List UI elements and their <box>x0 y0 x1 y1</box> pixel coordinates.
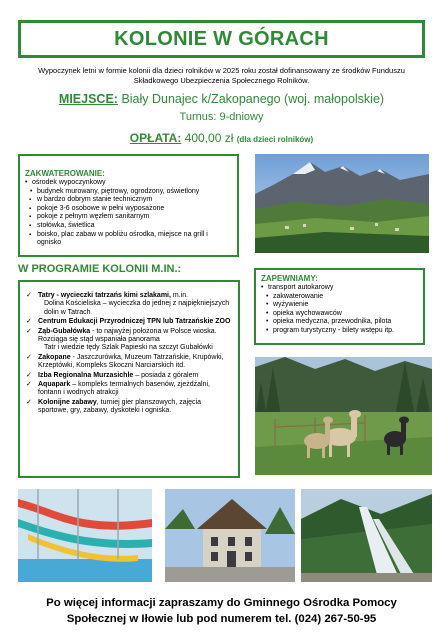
ski-jump-illustration <box>301 489 432 582</box>
check-icon: ✓ <box>26 327 32 335</box>
museum-photo <box>165 489 295 582</box>
list-item: • ośrodek wypoczynkowy <box>25 179 233 188</box>
program-item-title: Kolonijne zabawy <box>38 398 97 406</box>
program-item-text: m.in. <box>170 292 189 299</box>
list-item: • transport autokarowy <box>261 284 418 293</box>
alpaca-photo <box>255 357 432 475</box>
program-item <box>26 318 232 326</box>
accommodation-box <box>18 154 239 257</box>
footer-line-1: Po więcej informacji zapraszamy do Gminnego Ośrodka Pomocy <box>46 597 397 609</box>
turnus-line: Turnus: 9-dniowy <box>179 111 264 123</box>
price-note: (dla dzieci rolników) <box>236 135 314 144</box>
aquapark-illustration <box>18 489 152 582</box>
program-item <box>26 328 232 353</box>
price-value: 400,00 zł <box>184 131 234 145</box>
mountain-illustration <box>255 154 429 253</box>
list-item: ▪ w bardzo dobrym stanie technicznym <box>25 196 233 205</box>
list-item: • zakwaterowanie <box>261 293 418 302</box>
accommodation-heading: ZAKWATEROWANIE: <box>25 169 105 178</box>
program-item-desc: Tatr i wiedzie tędy Szlak Papieski na szczyt Gubałówki <box>44 344 213 352</box>
check-icon: ✓ <box>26 398 32 406</box>
program-item <box>26 381 232 398</box>
program-item <box>26 292 232 317</box>
list-item: ▪ pokoje 3-6 osobowe w pełni wyposażone <box>25 205 233 214</box>
location-line <box>0 92 443 106</box>
program-item <box>26 354 232 371</box>
footer-contact <box>0 595 443 627</box>
list-item: • opieka wychowawców <box>261 310 418 319</box>
program-item-title: Aquapark <box>38 381 71 389</box>
location-value: Biały Dunajec k/Zakopanego (woj. małopolskie) <box>121 92 385 106</box>
list-item: • program turystyczny - bilety wstępu itp. <box>261 327 418 336</box>
provided-heading: ZAPEWNIAMY: <box>261 274 318 283</box>
program-item-text: – posiada z góralem <box>133 371 199 379</box>
check-icon: ✓ <box>26 371 32 379</box>
check-icon: ✓ <box>26 381 32 389</box>
list-item: • opieka medyczna, przewodnika, pilota <box>261 318 418 327</box>
museum-illustration <box>165 489 295 582</box>
footer-line-2: Społecznej w Iłowie lub pod numerem tel. (024) 267-50-95 <box>66 613 377 625</box>
aquapark-photo <box>18 489 152 582</box>
alpaca-illustration <box>255 357 432 475</box>
program-item-text: – kompleks termalnych basenów, zjeżdżalni, fontann i wodnych atrakcji <box>38 381 210 397</box>
list-item: ▪ boisko, plac zabaw w pobliżu ośrodka, miejsce na grill i ognisko <box>25 231 233 248</box>
price-line <box>0 131 443 145</box>
program-item <box>26 372 232 380</box>
list-item: ▪ stołówka, świetlica <box>25 222 233 231</box>
program-heading: W PROGRAMIE KOLONII M.IN.: <box>18 263 182 275</box>
check-icon: ✓ <box>26 292 32 299</box>
program-item-title: Ząb-Gubałówka <box>38 327 91 335</box>
program-item-desc: Dolina Kościeliska – wycieczka do jednej z najpiękniejszych dolin w Tatrach <box>44 300 230 316</box>
mountain-photo <box>255 154 429 253</box>
list-item: • wyżywienie <box>261 301 418 310</box>
program-box <box>18 280 240 478</box>
check-icon: ✓ <box>26 353 32 361</box>
program-item-title: Centrum Edukacji Przyrodniczej TPN lub Tatrzańskie ZOO <box>38 318 231 326</box>
list-item: ▪ pokoje z pełnym węzłem sanitarnym <box>25 213 233 222</box>
price-label: OPŁATA: <box>129 131 182 145</box>
program-item-text: , turniej gier planszowych, zajęcia sportowe, gry, zabawy, dyskoteki i ogniska. <box>38 398 202 415</box>
provided-list <box>261 284 418 336</box>
ski-jump-photo <box>301 489 432 582</box>
program-item-text: - to najwyżej położona w Polsce wioska. Rozciąga się stąd wspaniała panorama <box>38 327 217 344</box>
check-icon: ✓ <box>26 318 32 326</box>
page-title: KOLONIE W GÓRACH <box>114 27 329 50</box>
program-item-text: - Jaszczurówka, Muzeum Tatrzańskie, Krupówki, Krzeptówki, Kompleks Skoczni Narciarskich itd. <box>38 353 224 370</box>
program-item-title: Tatry - wycieczki tatrzańs kimi szlakami, <box>38 292 171 299</box>
location-label: MIEJSCE: <box>58 92 118 106</box>
accommodation-list <box>25 179 233 248</box>
program-item-title: Izba Regionalna Murzasichle <box>38 371 134 379</box>
title-banner <box>18 20 425 58</box>
provided-box <box>254 268 425 345</box>
program-item-title: Zakopane <box>38 353 71 361</box>
program-item <box>26 399 232 416</box>
list-item: • budynek murowany, piętrowy, ogrodzony, oświetlony <box>25 188 233 197</box>
intro-text: Wypoczynek letni w formie kolonii dla dzieci rolników w 2025 roku został dofinansowany ze środków Funduszu Składkowego Ubezpieczenia Społecznego Rolników. <box>38 66 405 85</box>
